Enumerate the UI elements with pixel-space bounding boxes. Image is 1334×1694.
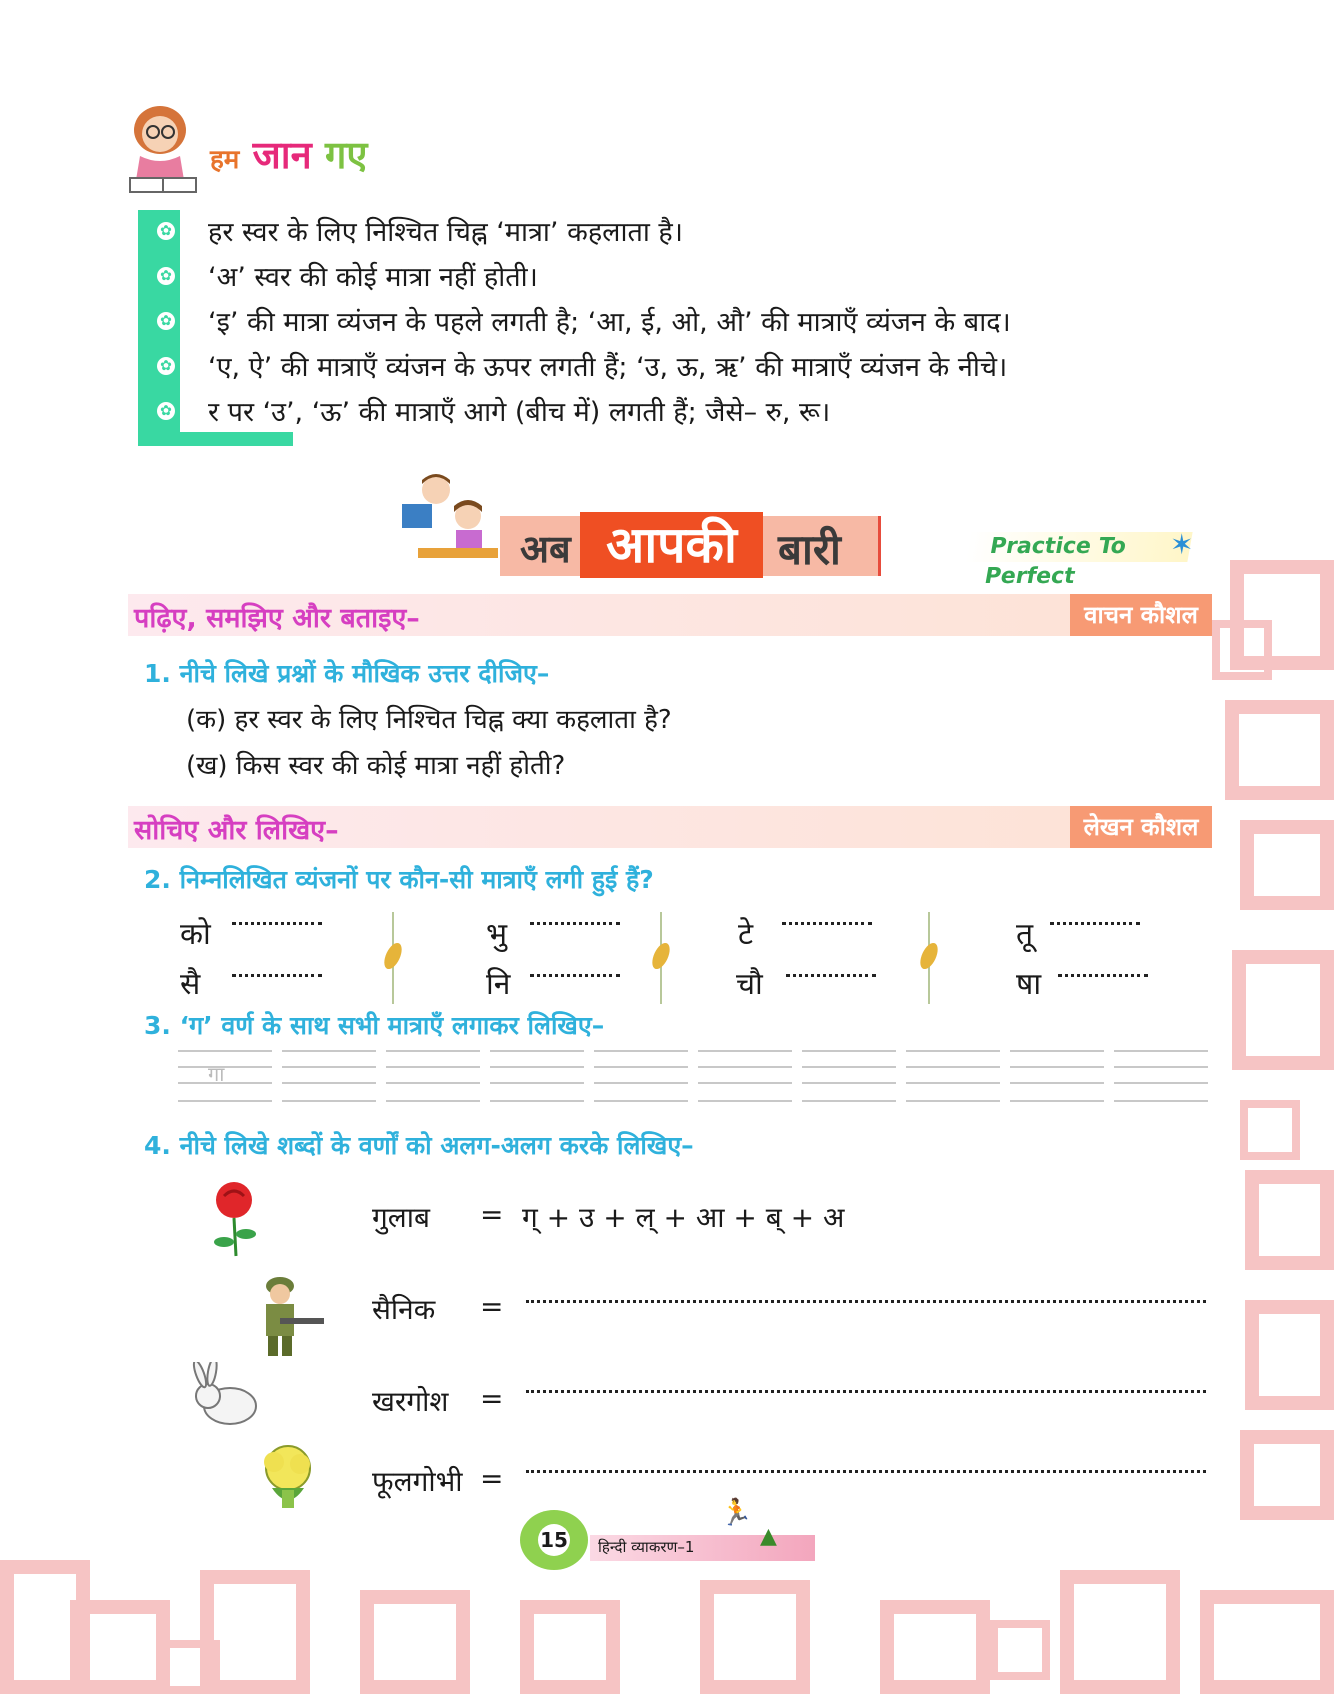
decor-square (360, 1590, 470, 1694)
answer-dotted-line[interactable] (530, 974, 620, 977)
answer-dotted-line[interactable] (782, 922, 872, 925)
writing-box[interactable] (1114, 1050, 1208, 1102)
practice-to-perfect-label: Practice To Perfect (965, 532, 1192, 562)
word-label: सैनिक (372, 1293, 436, 1326)
answer-dotted-line[interactable] (232, 974, 322, 977)
flower-icon: ✿ (157, 267, 175, 285)
heading-word: हम (210, 145, 240, 175)
writing-box[interactable] (594, 1050, 688, 1102)
leaf-divider-icon (652, 912, 670, 1004)
decor-square (1240, 1430, 1334, 1520)
section-heading-hum-jaan-gaye (210, 128, 367, 180)
writing-box[interactable] (906, 1050, 1000, 1102)
leaf-divider-icon (920, 912, 938, 1004)
decor-square (1245, 1170, 1334, 1270)
writing-box[interactable] (282, 1050, 376, 1102)
writing-box[interactable] (1010, 1050, 1104, 1102)
decor-square (1212, 620, 1272, 680)
decor-square (70, 1600, 170, 1694)
flower-icon: ✿ (157, 222, 175, 240)
flower-icon: ✿ (157, 402, 175, 420)
banner-word-aapki: आपकी (580, 512, 763, 578)
rabbit-icon (186, 1362, 266, 1436)
fact-item: ‘अ’ स्वर की कोई मात्रा नहीं होती। (208, 262, 538, 293)
answer-dotted-line[interactable] (1058, 974, 1148, 977)
decor-square (520, 1600, 620, 1694)
heading-word: गए (324, 133, 368, 177)
question-2: 2. निम्नलिखित व्यंजनों पर कौन-सी मात्राएँ लगी हुई हैं? (144, 865, 654, 894)
question-1b: (ख) किस स्वर की कोई मात्रा नहीं होती? (186, 751, 566, 781)
decor-square (1245, 1300, 1334, 1410)
soldier-icon (254, 1272, 326, 1362)
answer-dotted-line[interactable] (1050, 922, 1140, 925)
letter-item: को (180, 917, 211, 952)
writing-box[interactable] (178, 1050, 272, 1102)
word-label: खरगोश (372, 1385, 449, 1418)
kids-studying-icon (398, 470, 503, 570)
word-label: गुलाब (372, 1201, 430, 1234)
book-title: हिन्दी व्याकरण–1 (598, 1538, 695, 1556)
letter-item: चौ (736, 967, 763, 1002)
letter-item: नि (486, 967, 511, 1002)
decor-square (1200, 1590, 1334, 1694)
heading-word: जान (252, 133, 312, 177)
fact-item: हर स्वर के लिए निश्चित चिह्न ‘मात्रा’ कहलाता है। (208, 217, 684, 248)
question-1: 1. नीचे लिखे प्रश्नों के मौखिक उत्तर दीजिए– (144, 659, 550, 688)
equals-sign: = (480, 1462, 504, 1495)
banner-word-ab: अब (520, 527, 571, 571)
fact-item: र पर ‘उ’, ‘ऊ’ की मात्राएँ आगे (बीच में) लगती हैं; जैसे– रु, रू। (208, 397, 831, 428)
word-breakdown: ग् + उ + ल् + आ + ब् + अ (522, 1201, 845, 1234)
decor-square (1225, 700, 1334, 800)
section-title: सोचिए और लिखिए– (134, 815, 339, 846)
answer-dotted-line[interactable] (526, 1390, 1206, 1393)
equals-sign: = (480, 1198, 504, 1231)
page-number: 15 (538, 1524, 570, 1556)
writing-box[interactable] (490, 1050, 584, 1102)
decor-square (1232, 950, 1334, 1070)
letter-item: भु (486, 917, 508, 952)
skill-tag: वाचन कौशल (1070, 594, 1212, 636)
runner-icon: 🏃 (720, 1498, 753, 1528)
dart-icon: ✶ (1170, 528, 1194, 561)
equals-sign: = (480, 1290, 504, 1323)
section-title: पढ़िए, समझिए और बताइए– (134, 603, 420, 634)
cauliflower-icon (252, 1442, 324, 1516)
question-4: 4. नीचे लिखे शब्दों के वर्णों को अलग-अलग करके लिखिए– (144, 1131, 694, 1160)
letter-item: षा (1016, 967, 1042, 1002)
decor-square (1240, 1100, 1300, 1160)
letter-item: सै (180, 967, 201, 1002)
rose-icon (206, 1178, 266, 1262)
leaf-divider-icon (384, 912, 402, 1004)
decor-square (880, 1600, 990, 1694)
question-3: 3. ‘ग’ वर्ण के साथ सभी मात्राएँ लगाकर लिखिए– (144, 1011, 605, 1040)
decor-square (1240, 820, 1334, 910)
sample-letter: गा (208, 1062, 225, 1086)
fact-item: ‘ए, ऐ’ की मात्राएँ व्यंजन के ऊपर लगती हैं; ‘उ, ऊ, ऋ’ की मात्राएँ व्यंजन के नीचे। (208, 352, 1008, 383)
tree-icon: ▲ (760, 1524, 777, 1549)
writing-box[interactable] (698, 1050, 792, 1102)
letter-item: टे (738, 917, 754, 952)
answer-dotted-line[interactable] (526, 1470, 1206, 1473)
decor-square (160, 1640, 220, 1694)
flower-icon: ✿ (157, 357, 175, 375)
decor-square (990, 1620, 1050, 1680)
decor-square (1060, 1570, 1180, 1694)
girl-reading-icon (118, 100, 208, 200)
answer-dotted-line[interactable] (786, 974, 876, 977)
answer-dotted-line[interactable] (232, 922, 322, 925)
word-label: फूलगोभी (372, 1465, 463, 1498)
skill-tag: लेखन कौशल (1070, 806, 1212, 848)
answer-dotted-line[interactable] (530, 922, 620, 925)
writing-box[interactable] (802, 1050, 896, 1102)
question-1a: (क) हर स्वर के लिए निश्चित चिह्न क्या कहलाता है? (186, 705, 672, 735)
writing-box[interactable] (386, 1050, 480, 1102)
flower-icon: ✿ (157, 312, 175, 330)
decor-square (700, 1580, 810, 1694)
fact-item: ‘इ’ की मात्रा व्यंजन के पहले लगती है; ‘आ, ई, ओ, औ’ की मात्राएँ व्यंजन के बाद। (208, 307, 1011, 338)
banner-word-baari: बारी (778, 525, 841, 574)
equals-sign: = (480, 1382, 504, 1415)
letter-item: तू (1016, 917, 1034, 952)
green-foot-bar (138, 432, 293, 446)
answer-dotted-line[interactable] (526, 1300, 1206, 1303)
